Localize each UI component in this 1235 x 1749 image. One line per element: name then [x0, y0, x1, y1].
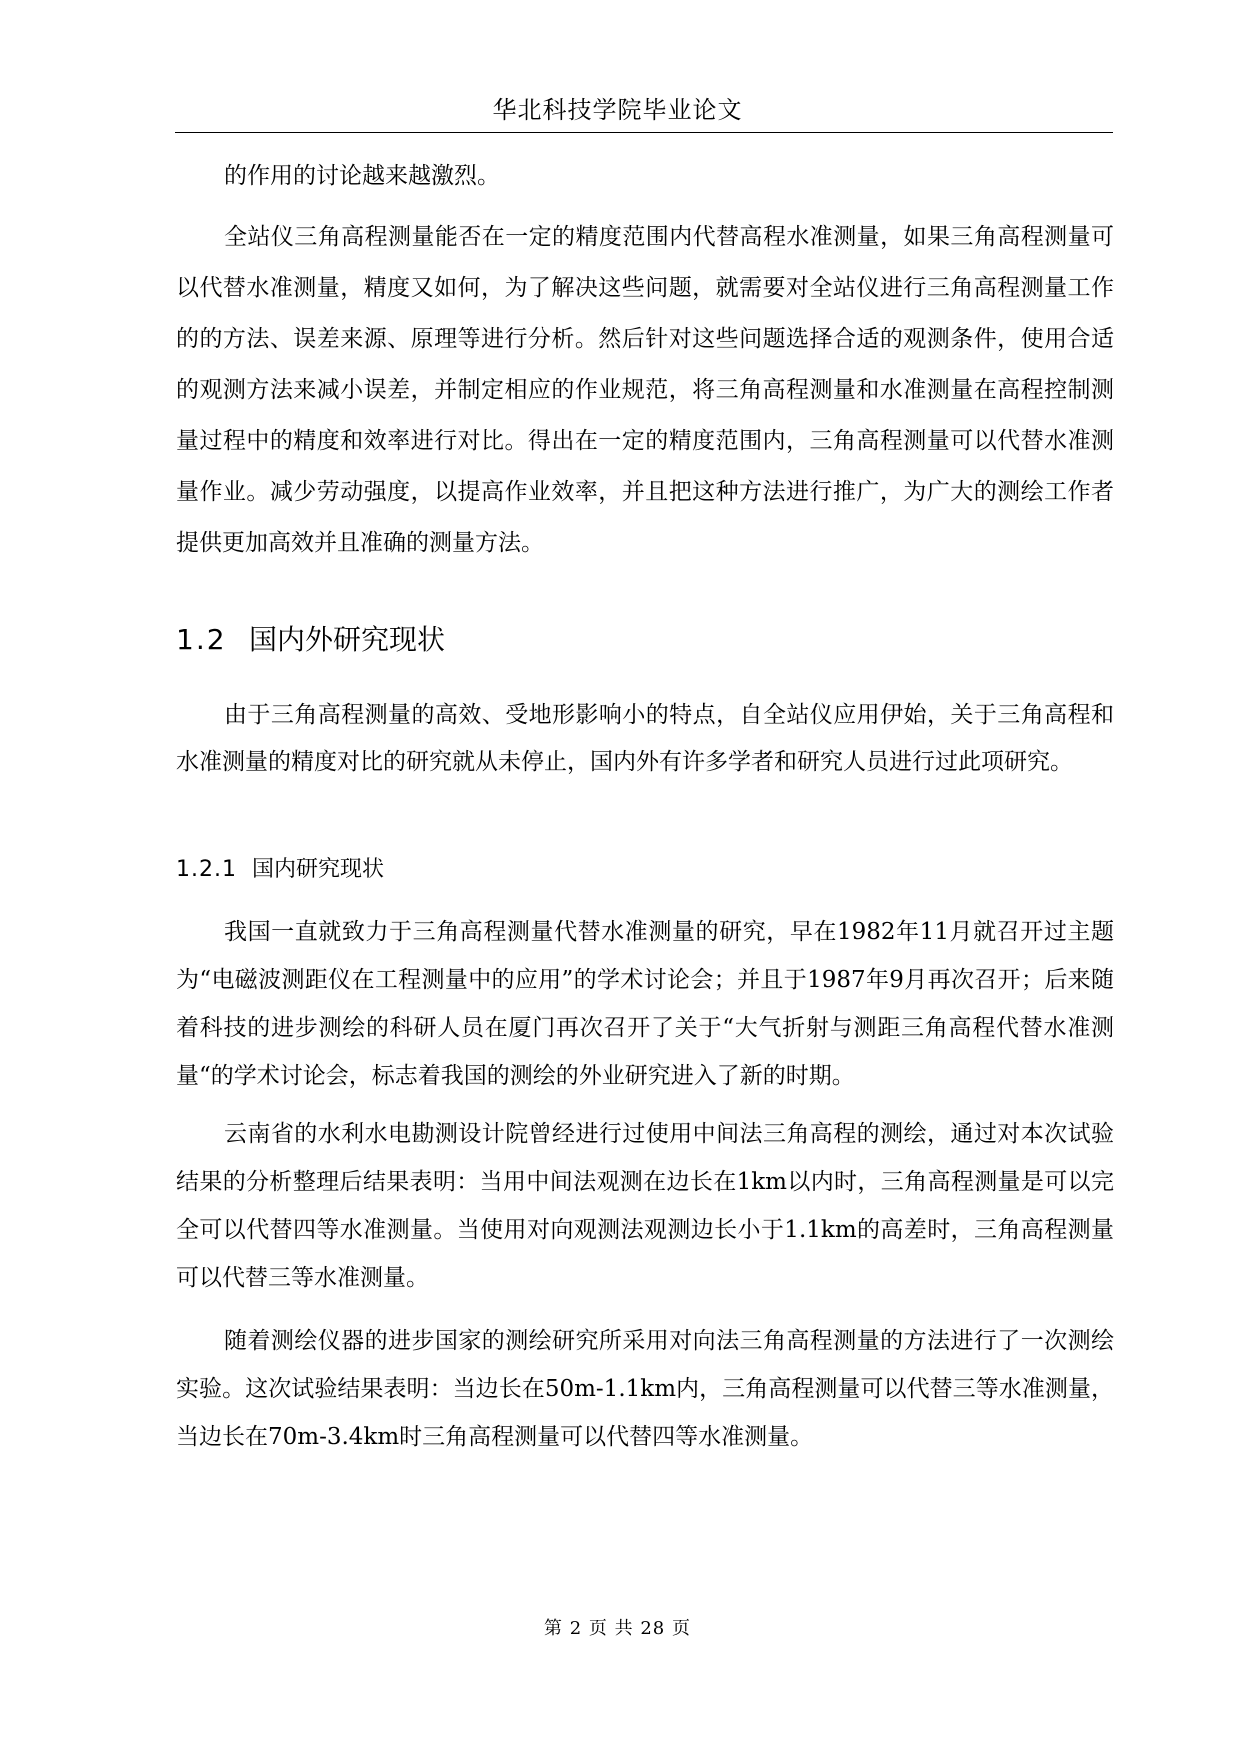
- section-number: 1.2: [176, 623, 227, 656]
- header-rule: [175, 132, 1113, 133]
- paragraph-domestic-history: 我国一直就致力于三角高程测量代替水准测量的研究，早在1982年11月就召开过主题为“电磁波测距仪在工程测量中的应用”的学术讨论会；并且于1987年9月再次召开；后来随着科技的进步测绘的科研人员在厦门再次召开了关于“大气折射与测距三角高程代替水准测量“的学术讨论会，标志着我国的测绘的外业研究进入了新的时期。: [176, 919, 1114, 1089]
- subsection-title: 国内研究现状: [252, 857, 385, 882]
- paragraph-motivation: 全站仪三角高程测量能否在一定的精度范围内代替高程水准测量，如果三角高程测量可以代替水准测量，精度又如何，为了解决这些问题，就需要对全站仪进行三角高程测量工作的的方法、误差来源、原理等进行分析。然后针对这些问题选择合适的观测条件，使用合适的观测方法来减小误差，并制定相应的作业规范，将三角高程测量和水准测量在高程控制测量过程中的精度和效率进行对比。得出在一定的精度范围内，三角高程测量可以代替水准测量作业。减少劳动强度，以提高作业效率，并且把这种方法进行推广，为广大的测绘工作者提供更加高效并且准确的测量方法。: [176, 224, 1114, 556]
- paragraph-yunnan-study: 云南省的水利水电勘测设计院曾经进行过使用中间法三角高程的测绘，通过对本次试验结果的分析整理后结果表明：当用中间法观测在边长在1km以内时，三角高程测量是可以完全可以代替四等水准测量。当使用对向观测法观测边长小于1.1km的高差时，三角高程测量可以代替三等水准测量。: [176, 1121, 1114, 1291]
- paragraph-continuation: 的作用的讨论越来越激烈。: [224, 163, 500, 189]
- section-heading-1-2: [176, 618, 445, 658]
- running-header: 华北科技学院毕业论文: [492, 96, 743, 124]
- paragraph-section-intro: 由于三角高程测量的高效、受地形影响小的特点，自全站仪应用伊始，关于三角高程和水准测量的精度对比的研究就从未停止，国内外有许多学者和研究人员进行过此项研究。: [176, 702, 1114, 775]
- section-title: 国内外研究现状: [249, 623, 446, 656]
- paragraph-national-study: 随着测绘仪器的进步国家的测绘研究所采用对向法三角高程测量的方法进行了一次测绘实验。这次试验结果表明：当边长在50m-1.1km内，三角高程测量可以代替三等水准测量，当边长在70m-3.4km时三角高程测量可以代替四等水准测量。: [176, 1328, 1114, 1450]
- page-number: 第 2 页 共 28 页: [544, 1618, 691, 1639]
- subsection-number: 1.2.1: [176, 857, 237, 882]
- subsection-heading-1-2-1: [176, 852, 384, 883]
